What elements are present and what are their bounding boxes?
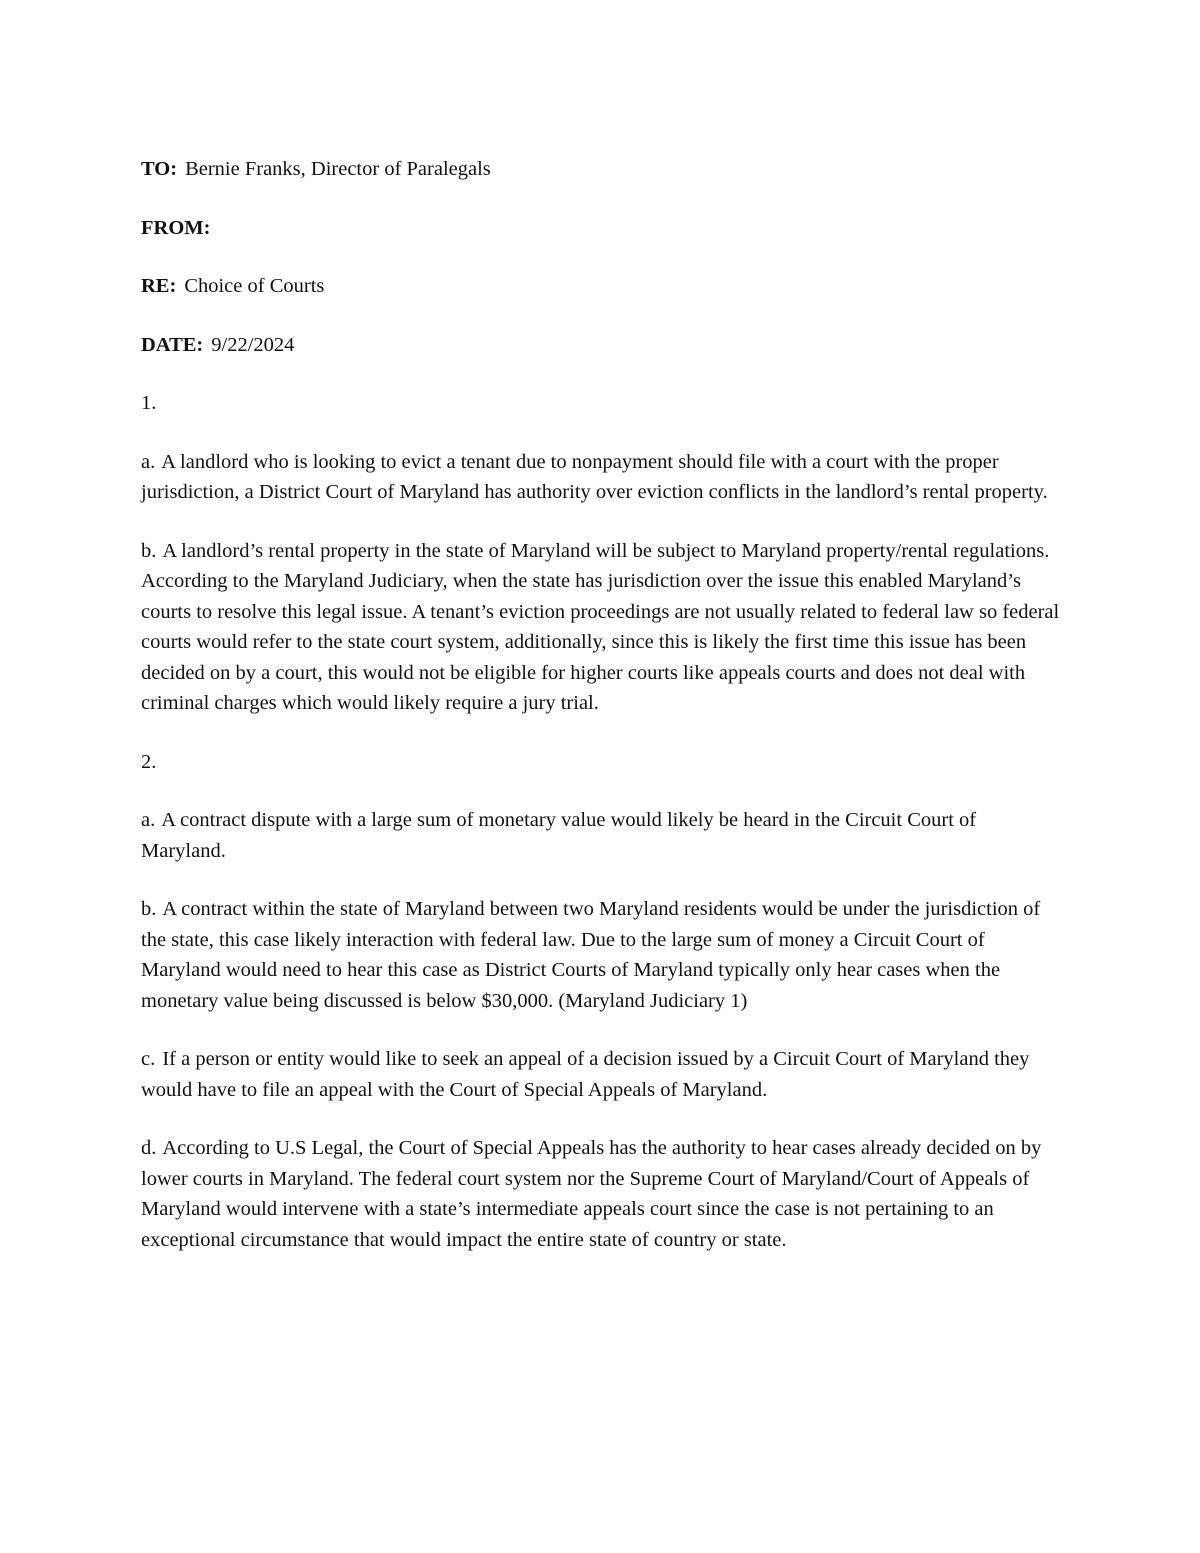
memo-re-line — [141, 271, 1066, 302]
paragraph — [141, 447, 1066, 508]
paragraph-text: A landlord’s rental property in the state of Maryland will be subject to Maryland property/rental regulations. According to the Maryland Judiciary, when the state has jurisdiction over the issue this enabled Maryland’s courts to resolve this legal issue. A tenant’s eviction proceedings are not usually related to federal law so federal courts would refer to the state court system, additionally, since this is likely the first time this issue has been decided on by a court, this would not be eligible for higher courts like appeals courts and does not deal with criminal charges which would likely require a jury trial. — [141, 539, 1060, 714]
section-number: 1. — [141, 392, 157, 414]
paragraph-text: A contract within the state of Maryland between two Maryland residents would be under the jurisdiction of the state, this case likely interaction with federal law. Due to the large sum of money a Circuit Court of Maryland would need to hear this case as District Courts of Maryland typically only hear cases when the monetary value being discussed is below $30,000. (Maryland Judiciary 1) — [141, 898, 1041, 1012]
memo-re-label: RE: — [141, 275, 177, 297]
paragraph-label: a. — [141, 809, 156, 831]
paragraph-text: A contract dispute with a large sum of monetary value would likely be heard in the Circuit Court of Maryland. — [141, 809, 977, 862]
paragraph — [141, 894, 1066, 1016]
memo-date-value: 9/22/2024 — [211, 333, 295, 356]
memo-to-value: Bernie Franks, Director of Paralegals — [185, 158, 491, 180]
paragraph — [141, 1133, 1066, 1255]
memo-date-label: DATE: — [141, 333, 204, 356]
paragraph — [141, 536, 1066, 719]
paragraph — [141, 1044, 1066, 1105]
paragraph-text: A landlord who is looking to evict a tenant due to nonpayment should file with a court with the proper jurisdiction, a District Court of Maryland has authority over eviction conflicts in the landlord’s rental property. — [141, 450, 1048, 503]
paragraph-label: d. — [141, 1137, 157, 1159]
paragraph-label: c. — [141, 1048, 156, 1070]
section-number: 2. — [141, 750, 157, 773]
memo-re-value: Choice of Courts — [184, 275, 325, 297]
memo-body — [141, 154, 1066, 1283]
paragraph — [141, 805, 1066, 866]
memo-to-label: TO: — [141, 158, 178, 180]
paragraph-label: b. — [141, 898, 157, 920]
memo-date-line — [141, 330, 1066, 361]
memo-to-line — [141, 154, 1066, 185]
memo-from-line — [141, 213, 1066, 244]
memo-from-label: FROM: — [141, 216, 211, 239]
paragraph-label: b. — [141, 539, 157, 562]
paragraph-text: According to U.S Legal, the Court of Special Appeals has the authority to hear cases already decided on by lower courts in Maryland. The federal court system nor the Supreme Court of Maryland/Court of Appeals of Maryland would intervene with a state’s intermediate appeals court since the case is not pertaining to an exceptional circumstance that would impact the entire state of country or state. — [141, 1137, 1042, 1251]
paragraph-label: a. — [141, 450, 156, 473]
paragraph-text: If a person or entity would like to seek an appeal of a decision issued by a Circuit Court of Maryland they would have to file an appeal with the Court of Special Appeals of Maryland. — [141, 1048, 1030, 1101]
